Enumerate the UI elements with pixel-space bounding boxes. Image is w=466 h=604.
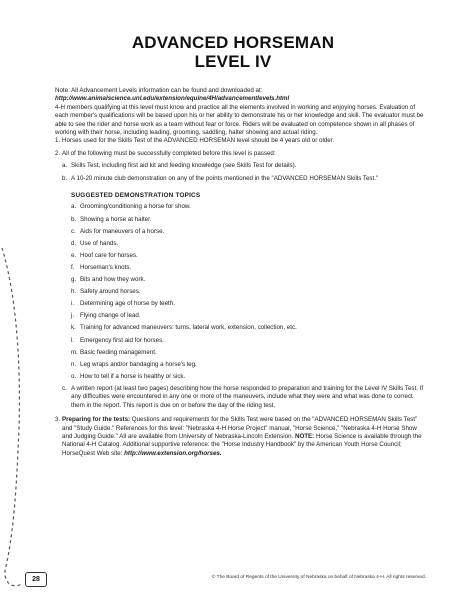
topic-text: Training for advanced maneuvers: turns, lateral work, extension, collection, etc. xyxy=(80,324,297,332)
item-3-lead: Preparing for the tests: xyxy=(62,416,131,424)
item-2a xyxy=(62,162,426,170)
item-3-note-text: Horse Science is available through the National 4-H Catalog. Additional supportive reference: the "Horse Industry Handbook" by the American Youth Horse Council; HorseQuest Web site: xyxy=(62,432,422,457)
document-body xyxy=(55,87,426,458)
topic-letter: c. xyxy=(71,227,76,235)
topic-item xyxy=(71,373,426,385)
topic-text: Determining age of horse by teeth. xyxy=(80,300,175,308)
horsequest-link[interactable]: http://www.extension.org/horses. xyxy=(124,449,222,457)
note-paragraph xyxy=(55,87,426,104)
note-link[interactable]: http://www.animalscience.unl.edu/extension/equine/4H/advancementlevels.html xyxy=(55,95,290,103)
topic-text: Hoof care for horses. xyxy=(80,251,138,259)
item-3-body: Questions and requirements for the Skills Test were based on the "ADVANCED HORSEMAN Skills Test" and "Study Guide." References for this level: "Nebraska 4-H Horse Project" manual, "Horse Science," "Nebraska 4-H Horse Show and Judging Guide." All are available from University of Nebraska-Lincoln Extension. xyxy=(62,416,418,440)
topic-letter: i. xyxy=(71,300,75,308)
topic-item xyxy=(71,300,426,312)
topic-letter: d. xyxy=(71,239,77,247)
topic-text: Leg wraps and/or bandaging a horse's leg. xyxy=(80,360,197,368)
item-2c xyxy=(62,385,426,410)
topic-text: How to tell if a horse is healthy or sick. xyxy=(80,372,186,380)
topic-item xyxy=(71,288,426,300)
item-3 xyxy=(55,416,426,458)
topics-list xyxy=(71,203,426,384)
topic-letter: h. xyxy=(71,288,77,296)
topic-text: Showing a horse at halter. xyxy=(80,215,152,223)
item-3-text xyxy=(62,416,426,458)
topic-text: Flying change of lead. xyxy=(80,312,141,320)
item-3-note-label: NOTE: xyxy=(294,432,315,440)
page-title-line1: ADVANCED HORSEMAN xyxy=(131,33,335,52)
topic-item xyxy=(71,337,426,349)
note-text: Note: All Advancement Levels information can be found and downloaded at: xyxy=(55,87,263,94)
topic-letter: k. xyxy=(71,324,76,332)
item-2c-letter: c. xyxy=(62,384,67,392)
item-2c-text: A written report (at least two pages) describing how the horse responded to preparation and training for the Level IV Skills Test. If any difficulties were encountered in any one or more of the maneuvers, include what they were and what was done to correct them in the report. This report is due on or before the day of the riding test. xyxy=(71,384,424,409)
item-2a-text: Skills Test, including first aid kit and feeding knowledge (see Skills Test for details). xyxy=(71,162,297,170)
topic-item xyxy=(71,276,426,288)
topic-letter: f. xyxy=(71,263,75,271)
topic-item xyxy=(71,264,426,276)
page-number: 28 xyxy=(25,572,47,587)
topic-text: Basic feeding management. xyxy=(80,348,157,356)
topic-letter: l. xyxy=(71,336,75,344)
topic-text: Emergency first aid for horses. xyxy=(80,336,164,344)
topic-item xyxy=(71,349,426,361)
item-1-text: Horses used for the Skills Test of the ADVANCED HORSEMAN level should be 4 years old or older. xyxy=(62,137,335,145)
item-2b xyxy=(62,175,426,183)
topics-heading: SUGGESTED DEMONSTRATION TOPICS xyxy=(71,192,201,200)
item-1-number: 1. xyxy=(55,137,61,145)
topic-letter: n. xyxy=(71,360,77,368)
item-1 xyxy=(55,137,426,145)
item-2-text: All of the following must be successfully completed before this level is passed: xyxy=(62,149,276,157)
item-2-number: 2. xyxy=(55,149,61,157)
item-3-number: 3. xyxy=(55,416,61,424)
topic-letter: o. xyxy=(71,372,77,380)
topic-item xyxy=(71,228,426,240)
topic-text: Aids for maneuvers of a horse. xyxy=(80,227,165,235)
topic-letter: j. xyxy=(71,312,75,320)
topic-letter: e. xyxy=(71,251,77,259)
topic-item xyxy=(71,324,426,336)
item-2b-text: A 10-20 minute club demonstration on any of the points mentioned in the "ADVANCED HORSEMAN Skills Test." xyxy=(71,174,379,182)
topic-item xyxy=(71,216,426,228)
topic-item xyxy=(71,361,426,373)
item-2 xyxy=(55,150,426,158)
topic-item xyxy=(71,240,426,252)
topic-text: Use of hands. xyxy=(80,239,119,247)
topic-text: Horseman's knots. xyxy=(80,263,132,271)
intro-paragraph: 4-H members qualifying at this level must know and practice all the elements involved in working and enjoying horses. Evaluation of each member's qualifications will be based upon his or her ability to demonstrate his or her knowledge and skill. The evaluator must be able to see the rider and horse work as a team without fear or force. Riders will be evaluated on competence shown in all phases of working with their horse, including leading, grooming, saddling, halter showing and actual riding. xyxy=(55,103,424,137)
topic-text: Grooming/conditioning a horse for show. xyxy=(80,203,191,211)
topic-item xyxy=(71,252,426,264)
copyright-footer: © The Board of Regents of the University of Nebraska on behalf of Nebraska 4-H. All rights reserved. xyxy=(211,575,426,580)
topic-item xyxy=(71,203,426,215)
page-title-line2: LEVEL IV xyxy=(194,52,272,71)
dashed-path-decoration xyxy=(0,0,60,604)
topic-text: Bits and how they work. xyxy=(80,276,146,284)
topic-letter: g. xyxy=(71,276,77,284)
topic-letter: b. xyxy=(71,215,77,223)
topic-letter: a. xyxy=(71,203,77,211)
item-2b-letter: b. xyxy=(62,174,68,182)
topic-letter: m. xyxy=(71,348,78,356)
topic-text: Safety around horses. xyxy=(80,288,141,296)
topic-item xyxy=(71,312,426,324)
item-2a-letter: a. xyxy=(62,162,68,170)
